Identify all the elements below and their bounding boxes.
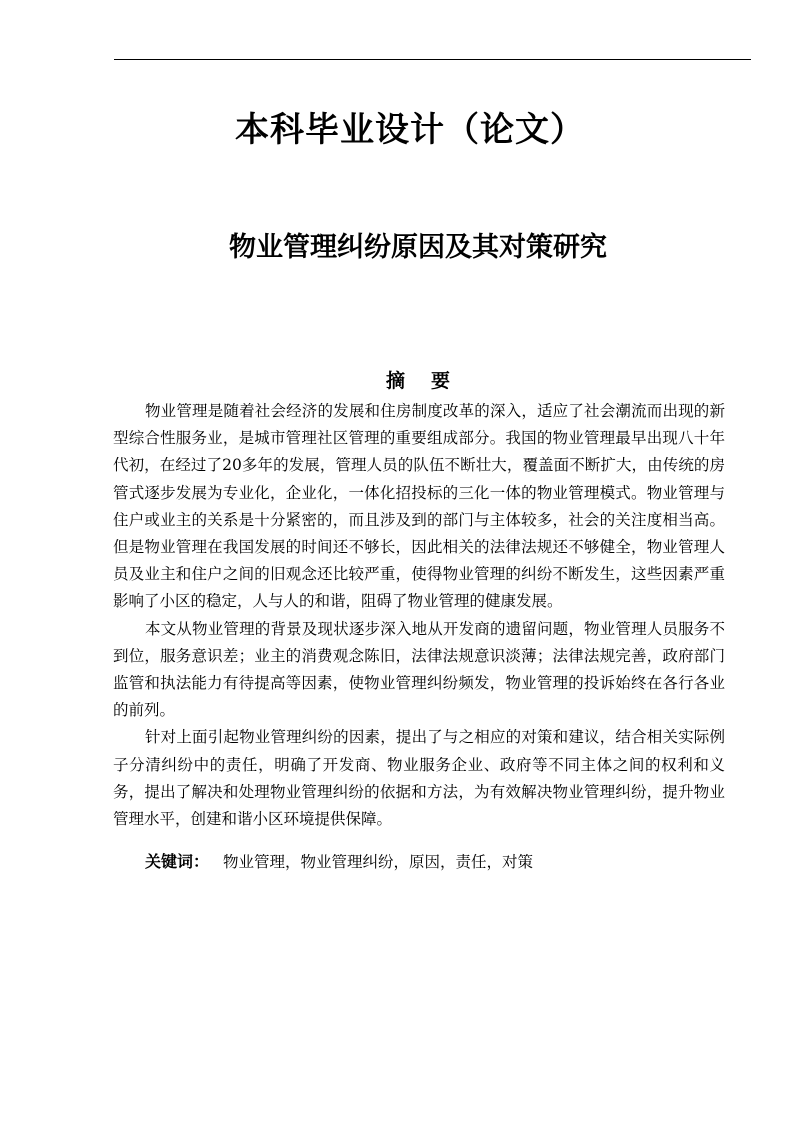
thesis-title: 物业管理纠纷原因及其对策研究 (229, 232, 607, 263)
abstract-paragraph: 本文从物业管理的背景及现状逐步深入地从开发商的遗留问题，物业管理人员服务不到位，服务意识差；业主的消费观念陈旧，法律法规意识淡薄；法律法规完善，政府部门监管和执法能力有待提高等因素，使物业管理纠纷频发，物业管理的投诉始终在各行各业的前列。 (113, 619, 725, 720)
keywords-line (145, 848, 745, 876)
abstract-body (113, 398, 725, 833)
keywords-label: 关键词： (145, 852, 210, 871)
abstract-heading: 摘要 (385, 370, 476, 392)
abstract-paragraph: 物业管理是随着社会经济的发展和住房制度改革的深入，适应了社会潮流而出现的新型综合性服务业，是城市管理社区管理的重要组成部分。我国的物业管理最早出现八十年代初，在经过了20多年的发展，管理人员的队伍不断壮大，覆盖面不断扩大，由传统的房管式逐步发展为专业化，企业化，一体化招投标的三化一体的物业管理模式。物业管理与住户或业主的关系是十分紧密的，而且涉及到的部门与主体较多，社会的关注度相当高。但是物业管理在我国发展的时间还不够长，因此相关的法律法规还不够健全，物业管理人员及业主和住户之间的旧观念还比较严重，使得物业管理的纠纷不断发生，这些因素严重影响了小区的稳定，人与人的和谐，阻碍了物业管理的健康发展。 (113, 402, 725, 611)
abstract-paragraph: 针对上面引起物业管理纠纷的因素，提出了与之相应的对策和建议，结合相关实际例子分清纠纷中的责任，明确了开发商、物业服务企业、政府等不同主体之间的权利和义务，提出了解决和处理物业管理纠纷的依据和方法，为有效解决物业管理纠纷，提升物业管理水平，创建和谐小区环境提供保障。 (113, 728, 725, 829)
keywords-text: 物业管理，物业管理纠纷，原因，责任，对策 (223, 853, 534, 871)
document-title: 本科毕业设计（论文） (235, 110, 585, 150)
header-rule (114, 59, 751, 60)
